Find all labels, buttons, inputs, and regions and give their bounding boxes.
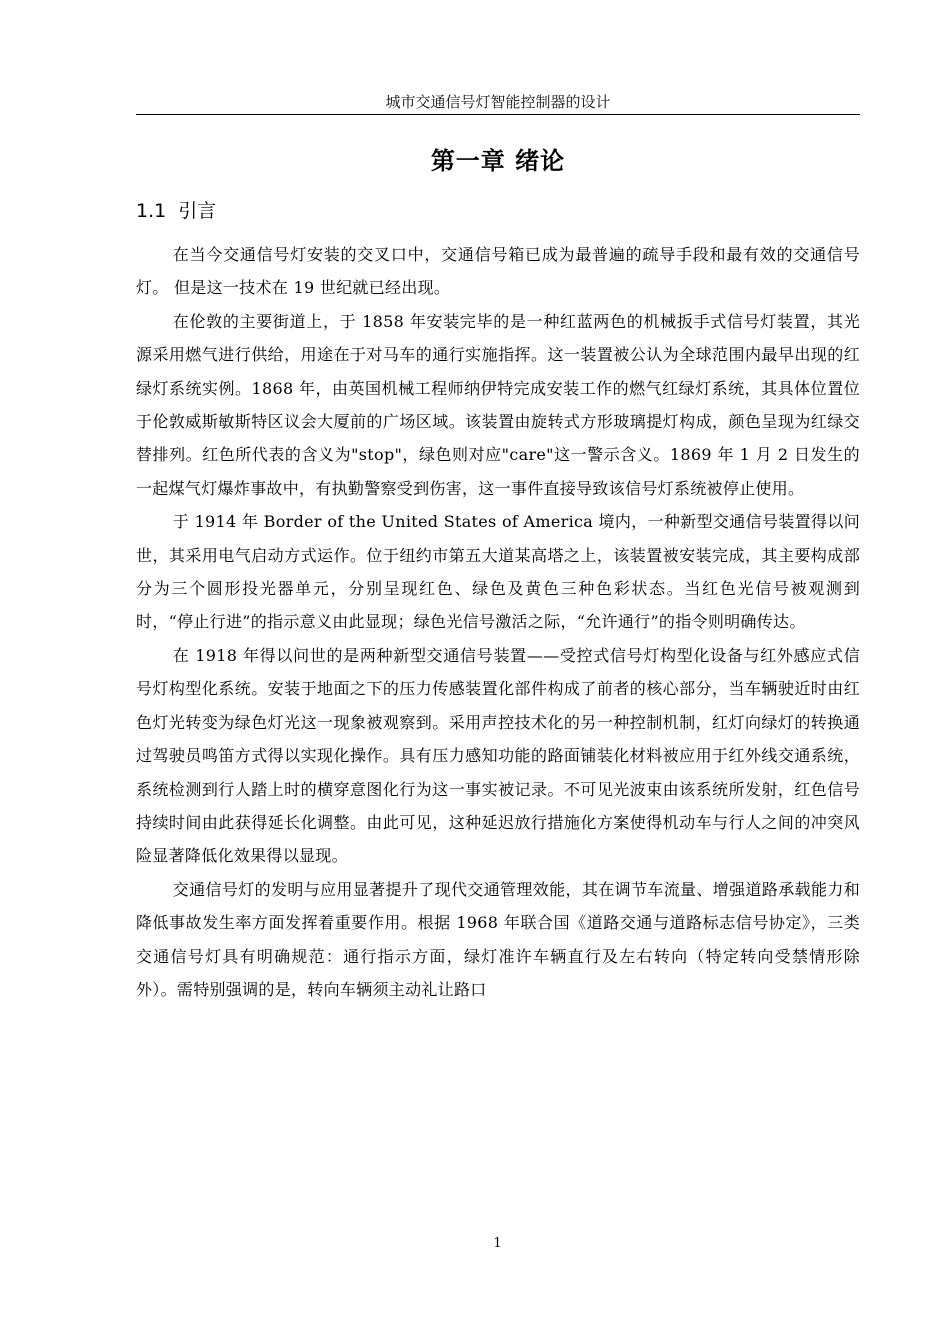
paragraph-usa-1914: 于 1914 年 Border of the United States of America 境内，一种新型交通信号装置得以问世，其采用电气启动方式运作。位于纽约市第五大道某高塔之上，该装置被安装完成，其主要构成部分为三个圆形投光器单元，分别呈现红色、绿色及黄色三种色彩状态。当红色光信号被观测到时，“停止行进”的指示意义由此显现；绿色光信号激活之际，“允许通行”的指令则明确传达。	[136, 512, 860, 632]
section-title: 引言	[178, 200, 217, 222]
section-number: 1.1	[136, 200, 167, 222]
running-header: 城市交通信号灯智能控制器的设计	[136, 92, 860, 115]
paragraph-intro: 在当今交通信号灯安装的交叉口中，交通信号箱已成为最普遍的疏导手段和最有效的交通信号灯。 但是这一技术在 19 世纪就已经出现。	[136, 245, 860, 298]
paragraph-1968-convention: 交通信号灯的发明与应用显著提升了现代交通管理效能，其在调节车流量、增强道路承载能力和降低事故发生率方面发挥着重要作用。根据 1968 年联合国《道路交通与道路标志信号协定》，三类交通信号灯具有明确规范：通行指示方面，绿灯准许车辆直行及左右转向（特定转向受禁情形除外）。需特别强调的是，转向车辆须主动礼让路口	[136, 879, 860, 999]
body-text	[136, 238, 860, 1006]
chapter-title: 第一章 绪论	[430, 147, 566, 175]
page-number: 1	[493, 1236, 502, 1251]
section-heading	[136, 196, 216, 226]
paragraph-1918-devices: 在 1918 年得以问世的是两种新型交通信号装置——受控式信号灯构型化设备与红外感应式信号灯构型化系统。安装于地面之下的压力传感装置化部件构成了前者的核心部分，当车辆驶近时由红色灯光转变为绿色灯光这一现象被观察到。采用声控技术化的另一种控制机制，红灯向绿灯的转换通过驾驶员鸣笛方式得以实现化操作。具有压力感知功能的路面铺装化材料被应用于红外线交通系统，系统检测到行人踏上时的横穿意图化行为这一事实被记录。不可见光波束由该系统所发射，红色信号持续时间由此获得延长化调整。由此可见，这种延迟放行措施化方案使得机动车与行人之间的冲突风险显著降低化效果得以显现。	[136, 645, 860, 866]
paragraph-london-1858: 在伦敦的主要街道上，于 1858 年安装完毕的是一种红蓝两色的机械扳手式信号灯装置，其光源采用燃气进行供给，用途在于对马车的通行实施指挥。这一装置被公认为全球范围内最早出现的红绿灯系统实例。1868 年，由英国机械工程师纳伊特完成安装工作的燃气红绿灯系统，其具体位置位于伦敦威斯敏斯特区议会大厦前的广场区域。该装置由旋转式方形玻璃提灯构成，颜色呈现为红绿交替排列。红色所代表的含义为"stop"，绿色则对应"care"这一警示含义。1869 年 1 月 2 日发生的一起煤气灯爆炸事故中，有执勤警察受到伤害，这一事件直接导致该信号灯系统被停止使用。	[136, 311, 860, 498]
